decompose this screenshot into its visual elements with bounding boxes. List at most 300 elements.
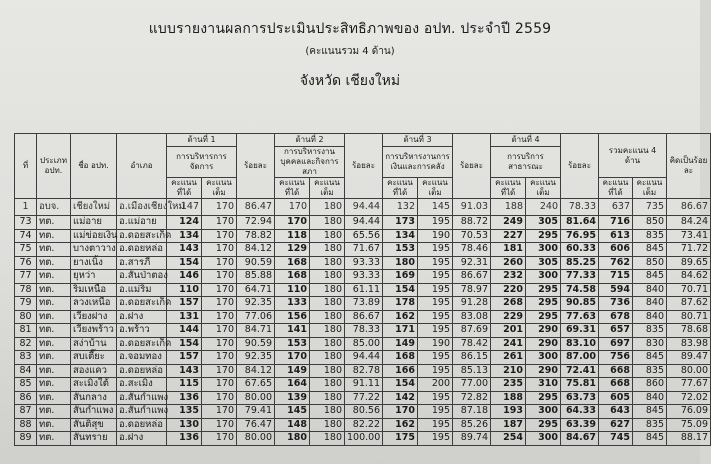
- table-row: [15, 405, 711, 419]
- cell-no: 82: [15, 337, 37, 351]
- cell-d1-got: 157: [167, 351, 202, 365]
- cell-d3-full: 195: [418, 418, 453, 432]
- cell-d1-got: 110: [167, 283, 202, 297]
- evaluation-table: [14, 133, 711, 446]
- cell-no: 78: [15, 283, 37, 297]
- cell-total-pct: 76.09: [667, 405, 711, 419]
- cell-total-pct: 70.71: [667, 283, 711, 297]
- cell-d4-got: 261: [491, 351, 526, 365]
- cell-d2-pct: 61.11: [345, 283, 383, 297]
- cell-total-full: 845: [633, 405, 667, 419]
- cell-total-got: 627: [599, 418, 633, 432]
- cell-d4-full: 295: [526, 310, 561, 324]
- cell-name: เวียงฝาง: [71, 310, 117, 324]
- cell-total-pct: 75.09: [667, 418, 711, 432]
- col-full-d3: คะแนนเต็ม: [418, 178, 453, 199]
- cell-d2-pct: 78.33: [345, 324, 383, 338]
- cell-d3-got: 162: [383, 310, 418, 324]
- table-row: [15, 418, 711, 432]
- cell-district: อ.ดอยหล่อ: [117, 364, 167, 378]
- cell-d1-pct: 86.47: [237, 199, 275, 216]
- cell-d2-got: 156: [275, 310, 310, 324]
- cell-d2-pct: 93.33: [345, 270, 383, 284]
- table-row: [15, 229, 711, 243]
- cell-total-full: 850: [633, 256, 667, 270]
- cell-d1-pct: 79.41: [237, 405, 275, 419]
- cell-d2-pct: 100.00: [345, 432, 383, 446]
- col-header-pct-2: ร้อยละ: [345, 134, 383, 199]
- cell-d4-got: 241: [491, 337, 526, 351]
- cell-d3-got: 153: [383, 243, 418, 257]
- cell-d4-full: 295: [526, 283, 561, 297]
- cell-d4-got: 235: [491, 378, 526, 392]
- cell-d4-pct: 75.81: [561, 378, 599, 392]
- cell-d4-full: 310: [526, 378, 561, 392]
- cell-d1-full: 170: [202, 351, 237, 365]
- cell-d3-full: 195: [418, 270, 453, 284]
- cell-d3-pct: 86.15: [453, 351, 491, 365]
- cell-d3-full: 195: [418, 256, 453, 270]
- cell-d1-got: 147: [167, 199, 202, 216]
- cell-total-got: 605: [599, 391, 633, 405]
- cell-no: 84: [15, 364, 37, 378]
- cell-total-got: 594: [599, 283, 633, 297]
- cell-d4-pct: 72.41: [561, 364, 599, 378]
- col-header-no: ที่: [15, 134, 37, 199]
- cell-d1-got: 131: [167, 310, 202, 324]
- cell-total-full: 735: [633, 199, 667, 216]
- cell-d4-full: 240: [526, 199, 561, 216]
- cell-d1-got: 135: [167, 405, 202, 419]
- cell-d3-pct: 88.72: [453, 216, 491, 230]
- cell-d1-got: 144: [167, 324, 202, 338]
- col-header-d4: ด้านที่ 4: [491, 134, 561, 147]
- cell-total-pct: 84.62: [667, 270, 711, 284]
- cell-type: อบจ.: [37, 199, 71, 216]
- cell-name: ยางเนิ้ง: [71, 256, 117, 270]
- cell-d1-got: 157: [167, 297, 202, 311]
- cell-d3-pct: 86.67: [453, 270, 491, 284]
- cell-d3-full: 200: [418, 378, 453, 392]
- cell-name: สันติสุข: [71, 418, 117, 432]
- cell-d1-pct: 90.59: [237, 256, 275, 270]
- cell-total-full: 830: [633, 337, 667, 351]
- cell-district: อ.จอมทอง: [117, 351, 167, 365]
- cell-d4-full: 295: [526, 391, 561, 405]
- cell-total-pct: 89.65: [667, 256, 711, 270]
- table-row: [15, 297, 711, 311]
- cell-d4-got: 229: [491, 310, 526, 324]
- cell-type: ทต.: [37, 391, 71, 405]
- cell-d4-pct: 78.33: [561, 199, 599, 216]
- cell-total-got: 668: [599, 378, 633, 392]
- cell-total-full: 840: [633, 283, 667, 297]
- cell-d3-full: 195: [418, 351, 453, 365]
- cell-d4-got: 220: [491, 283, 526, 297]
- cell-total-got: 606: [599, 243, 633, 257]
- cell-d1-pct: 84.12: [237, 364, 275, 378]
- cell-total-full: 845: [633, 432, 667, 446]
- cell-d3-pct: 87.18: [453, 405, 491, 419]
- cell-d4-pct: 63.39: [561, 418, 599, 432]
- cell-d2-full: 180: [310, 337, 345, 351]
- cell-d2-full: 180: [310, 283, 345, 297]
- cell-d2-got: 148: [275, 418, 310, 432]
- cell-d2-got: 164: [275, 378, 310, 392]
- province-heading: จังหวัด เชียงใหม่: [299, 73, 401, 89]
- cell-total-full: 845: [633, 243, 667, 257]
- cell-d1-pct: 84.71: [237, 324, 275, 338]
- col-got-total: คะแนนที่ได้: [599, 178, 633, 199]
- cell-d1-full: 170: [202, 256, 237, 270]
- cell-d2-got: 180: [275, 432, 310, 446]
- cell-d2-pct: 71.67: [345, 243, 383, 257]
- cell-type: ทต.: [37, 364, 71, 378]
- col-full-d4: คะแนนเต็ม: [526, 178, 561, 199]
- cell-district: อ.ดอยหล่อ: [117, 243, 167, 257]
- table-row: [15, 391, 711, 405]
- cell-d2-full: 180: [310, 229, 345, 243]
- table-row: [15, 351, 711, 365]
- cell-d1-full: 170: [202, 310, 237, 324]
- cell-d4-pct: 87.00: [561, 351, 599, 365]
- col-header-district: อำเภอ: [117, 134, 167, 199]
- cell-total-pct: 73.41: [667, 229, 711, 243]
- cell-d2-got: 145: [275, 405, 310, 419]
- cell-no: 76: [15, 256, 37, 270]
- cell-d4-pct: 77.63: [561, 310, 599, 324]
- cell-d4-full: 290: [526, 337, 561, 351]
- table-row: [15, 310, 711, 324]
- cell-d3-got: 173: [383, 216, 418, 230]
- cell-d2-full: 180: [310, 310, 345, 324]
- cell-d1-full: 170: [202, 229, 237, 243]
- cell-d4-got: 249: [491, 216, 526, 230]
- cell-d2-pct: 65.56: [345, 229, 383, 243]
- cell-total-full: 850: [633, 216, 667, 230]
- cell-total-pct: 80.71: [667, 310, 711, 324]
- cell-d4-pct: 84.67: [561, 432, 599, 446]
- col-header-total: รวมคะแนน 4 ด้าน: [599, 134, 667, 178]
- cell-d1-got: 115: [167, 378, 202, 392]
- cell-name: แม่ข่อยเงิน: [71, 229, 117, 243]
- cell-d2-pct: 82.78: [345, 364, 383, 378]
- cell-d3-pct: 92.31: [453, 256, 491, 270]
- col-header-d3: ด้านที่ 3: [383, 134, 453, 147]
- cell-d3-full: 195: [418, 324, 453, 338]
- cell-d1-full: 170: [202, 243, 237, 257]
- cell-district: อ.ฝาง: [117, 432, 167, 446]
- cell-name: แม่อาย: [71, 216, 117, 230]
- cell-d1-got: 136: [167, 391, 202, 405]
- cell-d3-pct: 78.46: [453, 243, 491, 257]
- cell-d3-full: 195: [418, 297, 453, 311]
- cell-type: ทต.: [37, 418, 71, 432]
- table-row: [15, 270, 711, 284]
- cell-type: ทต.: [37, 405, 71, 419]
- table-body: [15, 199, 711, 446]
- cell-d2-pct: 80.56: [345, 405, 383, 419]
- table-header: [15, 134, 711, 199]
- cell-d1-pct: 67.65: [237, 378, 275, 392]
- cell-d2-pct: 73.89: [345, 297, 383, 311]
- cell-type: ทต.: [37, 283, 71, 297]
- cell-d4-got: 187: [491, 418, 526, 432]
- cell-d3-full: 190: [418, 229, 453, 243]
- cell-d3-got: 149: [383, 337, 418, 351]
- cell-name: ยุหว่า: [71, 270, 117, 284]
- cell-d2-pct: 82.22: [345, 418, 383, 432]
- col-full-total: คะแนนเต็ม: [633, 178, 667, 199]
- cell-total-pct: 78.68: [667, 324, 711, 338]
- cell-d2-full: 180: [310, 324, 345, 338]
- cell-no: 75: [15, 243, 37, 257]
- cell-d3-pct: 83.08: [453, 310, 491, 324]
- cell-d2-got: 170: [275, 216, 310, 230]
- table-row: [15, 243, 711, 257]
- cell-total-pct: 72.02: [667, 391, 711, 405]
- cell-d4-full: 295: [526, 297, 561, 311]
- cell-no: 1: [15, 199, 37, 216]
- cell-d4-pct: 60.33: [561, 243, 599, 257]
- cell-d3-got: 162: [383, 418, 418, 432]
- cell-d1-pct: 92.35: [237, 351, 275, 365]
- cell-d3-got: 166: [383, 364, 418, 378]
- cell-district: อ.แม่ริม: [117, 283, 167, 297]
- cell-no: 74: [15, 229, 37, 243]
- cell-d1-full: 170: [202, 405, 237, 419]
- cell-d1-got: 143: [167, 364, 202, 378]
- cell-total-pct: 80.00: [667, 364, 711, 378]
- cell-d3-pct: 72.82: [453, 391, 491, 405]
- cell-type: ทต.: [37, 351, 71, 365]
- cell-total-full: 835: [633, 229, 667, 243]
- cell-total-got: 697: [599, 337, 633, 351]
- cell-d4-got: 227: [491, 229, 526, 243]
- col-got-d4: คะแนนที่ได้: [491, 178, 526, 199]
- cell-d1-pct: 76.47: [237, 418, 275, 432]
- cell-d2-full: 180: [310, 364, 345, 378]
- cell-d1-got: 146: [167, 270, 202, 284]
- cell-d4-full: 295: [526, 229, 561, 243]
- cell-name: ริมเหนือ: [71, 283, 117, 297]
- cell-d3-got: 154: [383, 378, 418, 392]
- cell-total-full: 835: [633, 418, 667, 432]
- cell-type: ทต.: [37, 337, 71, 351]
- cell-name: สง่าบ้าน: [71, 337, 117, 351]
- cell-type: ทต.: [37, 256, 71, 270]
- cell-d4-got: 268: [491, 297, 526, 311]
- cell-d3-pct: 87.69: [453, 324, 491, 338]
- cell-d1-got: 143: [167, 243, 202, 257]
- cell-d1-pct: 80.00: [237, 432, 275, 446]
- cell-d3-pct: 78.42: [453, 337, 491, 351]
- cell-total-full: 845: [633, 351, 667, 365]
- cell-d1-got: 134: [167, 229, 202, 243]
- cell-type: ทต.: [37, 378, 71, 392]
- cell-total-got: 613: [599, 229, 633, 243]
- col-header-pct-1: ร้อยละ: [237, 134, 275, 199]
- cell-total-got: 637: [599, 199, 633, 216]
- col-header-type: ประเภท อปท.: [37, 134, 71, 199]
- col-subheader-d3: การบริหารงานการเงินและการคลัง: [383, 147, 453, 178]
- cell-total-got: 716: [599, 216, 633, 230]
- cell-d1-full: 170: [202, 199, 237, 216]
- cell-d3-got: 170: [383, 405, 418, 419]
- col-header-name: ชื่อ อปท.: [71, 134, 117, 199]
- cell-d3-full: 195: [418, 432, 453, 446]
- cell-total-full: 840: [633, 391, 667, 405]
- cell-d3-pct: 77.00: [453, 378, 491, 392]
- cell-no: 86: [15, 391, 37, 405]
- cell-d2-pct: 93.33: [345, 256, 383, 270]
- cell-d2-got: 133: [275, 297, 310, 311]
- cell-district: อ.สะเมิง: [117, 378, 167, 392]
- cell-d4-pct: 63.73: [561, 391, 599, 405]
- cell-total-got: 643: [599, 405, 633, 419]
- cell-total-full: 835: [633, 324, 667, 338]
- cell-d4-pct: 77.33: [561, 270, 599, 284]
- cell-d2-pct: 77.22: [345, 391, 383, 405]
- cell-d1-pct: 84.12: [237, 243, 275, 257]
- cell-total-pct: 86.67: [667, 199, 711, 216]
- cell-d4-got: 201: [491, 324, 526, 338]
- cell-d1-full: 170: [202, 283, 237, 297]
- cell-d2-got: 141: [275, 324, 310, 338]
- cell-type: ทต.: [37, 243, 71, 257]
- table-row: [15, 337, 711, 351]
- col-header-d1: ด้านที่ 1: [167, 134, 237, 147]
- cell-d2-full: 180: [310, 351, 345, 365]
- cell-d3-got: 180: [383, 256, 418, 270]
- report-title: แบบรายงานผลการประเมินประสิทธิภาพของ อปท. ประจำปี 2559: [148, 21, 552, 37]
- cell-d3-pct: 89.74: [453, 432, 491, 446]
- cell-no: 77: [15, 270, 37, 284]
- cell-d1-full: 170: [202, 391, 237, 405]
- cell-total-pct: 83.98: [667, 337, 711, 351]
- cell-name: เชียงใหม่: [71, 199, 117, 216]
- cell-district: อ.พร้าว: [117, 324, 167, 338]
- col-full-d2: คะแนนเต็ม: [310, 178, 345, 199]
- cell-d3-pct: 91.28: [453, 297, 491, 311]
- cell-d2-full: 180: [310, 405, 345, 419]
- cell-d3-full: 190: [418, 337, 453, 351]
- cell-d4-got: 193: [491, 405, 526, 419]
- table-row: [15, 216, 711, 230]
- cell-type: ทต.: [37, 310, 71, 324]
- cell-d1-pct: 64.71: [237, 283, 275, 297]
- cell-total-full: 840: [633, 310, 667, 324]
- cell-d3-got: 169: [383, 270, 418, 284]
- cell-district: อ.ฝาง: [117, 310, 167, 324]
- cell-total-got: 657: [599, 324, 633, 338]
- cell-district: อ.สันป่าตอง: [117, 270, 167, 284]
- cell-d1-full: 170: [202, 297, 237, 311]
- table-row: [15, 256, 711, 270]
- table-row: [15, 432, 711, 446]
- cell-name: ลวงเหนือ: [71, 297, 117, 311]
- cell-d3-full: 195: [418, 283, 453, 297]
- col-header-d2: ด้านที่ 2: [275, 134, 345, 147]
- cell-d1-full: 170: [202, 270, 237, 284]
- cell-name: สันกลาง: [71, 391, 117, 405]
- cell-d4-full: 305: [526, 216, 561, 230]
- cell-d3-pct: 85.13: [453, 364, 491, 378]
- cell-d4-full: 300: [526, 405, 561, 419]
- cell-d4-got: 260: [491, 256, 526, 270]
- cell-d3-got: 142: [383, 391, 418, 405]
- cell-d4-pct: 83.10: [561, 337, 599, 351]
- cell-d3-pct: 85.26: [453, 418, 491, 432]
- cell-name: สบเตี๊ยะ: [71, 351, 117, 365]
- cell-type: ทต.: [37, 216, 71, 230]
- cell-d2-full: 180: [310, 199, 345, 216]
- cell-name: เวียงพร้าว: [71, 324, 117, 338]
- cell-d1-pct: 78.82: [237, 229, 275, 243]
- cell-d3-full: 195: [418, 364, 453, 378]
- cell-d1-full: 170: [202, 364, 237, 378]
- cell-type: ทต.: [37, 270, 71, 284]
- cell-total-got: 756: [599, 351, 633, 365]
- cell-d3-full: 145: [418, 199, 453, 216]
- cell-total-pct: 77.67: [667, 378, 711, 392]
- cell-total-pct: 84.24: [667, 216, 711, 230]
- cell-no: 81: [15, 324, 37, 338]
- cell-d1-got: 124: [167, 216, 202, 230]
- cell-total-got: 715: [599, 270, 633, 284]
- cell-total-got: 762: [599, 256, 633, 270]
- cell-d4-got: 181: [491, 243, 526, 257]
- cell-d1-got: 136: [167, 432, 202, 446]
- cell-d2-full: 180: [310, 256, 345, 270]
- col-full-d1: คะแนนเต็ม: [202, 178, 237, 199]
- table-row: [15, 199, 711, 216]
- cell-d3-got: 175: [383, 432, 418, 446]
- col-got-d3: คะแนนที่ได้: [383, 178, 418, 199]
- cell-total-full: 845: [633, 270, 667, 284]
- cell-d1-got: 154: [167, 256, 202, 270]
- cell-total-got: 668: [599, 364, 633, 378]
- cell-d2-got: 118: [275, 229, 310, 243]
- cell-d3-full: 195: [418, 405, 453, 419]
- cell-total-full: 835: [633, 364, 667, 378]
- cell-d3-got: 154: [383, 283, 418, 297]
- cell-d1-full: 170: [202, 378, 237, 392]
- cell-d2-got: 170: [275, 199, 310, 216]
- cell-d3-pct: 78.97: [453, 283, 491, 297]
- cell-d4-pct: 81.64: [561, 216, 599, 230]
- cell-d4-pct: 74.58: [561, 283, 599, 297]
- cell-name: สันกำแพง: [71, 405, 117, 419]
- cell-total-full: 860: [633, 378, 667, 392]
- cell-district: อ.สารภี: [117, 256, 167, 270]
- cell-d4-full: 300: [526, 432, 561, 446]
- cell-d4-full: 295: [526, 418, 561, 432]
- cell-d2-got: 110: [275, 283, 310, 297]
- cell-no: 79: [15, 297, 37, 311]
- cell-total-pct: 71.72: [667, 243, 711, 257]
- cell-d2-full: 180: [310, 432, 345, 446]
- cell-d2-got: 153: [275, 337, 310, 351]
- cell-d3-full: 195: [418, 216, 453, 230]
- cell-d4-pct: 69.31: [561, 324, 599, 338]
- cell-d4-got: 254: [491, 432, 526, 446]
- cell-d3-full: 195: [418, 243, 453, 257]
- cell-d3-got: 132: [383, 199, 418, 216]
- cell-name: สันทราย: [71, 432, 117, 446]
- cell-d2-pct: 86.67: [345, 310, 383, 324]
- cell-district: อ.แม่อาย: [117, 216, 167, 230]
